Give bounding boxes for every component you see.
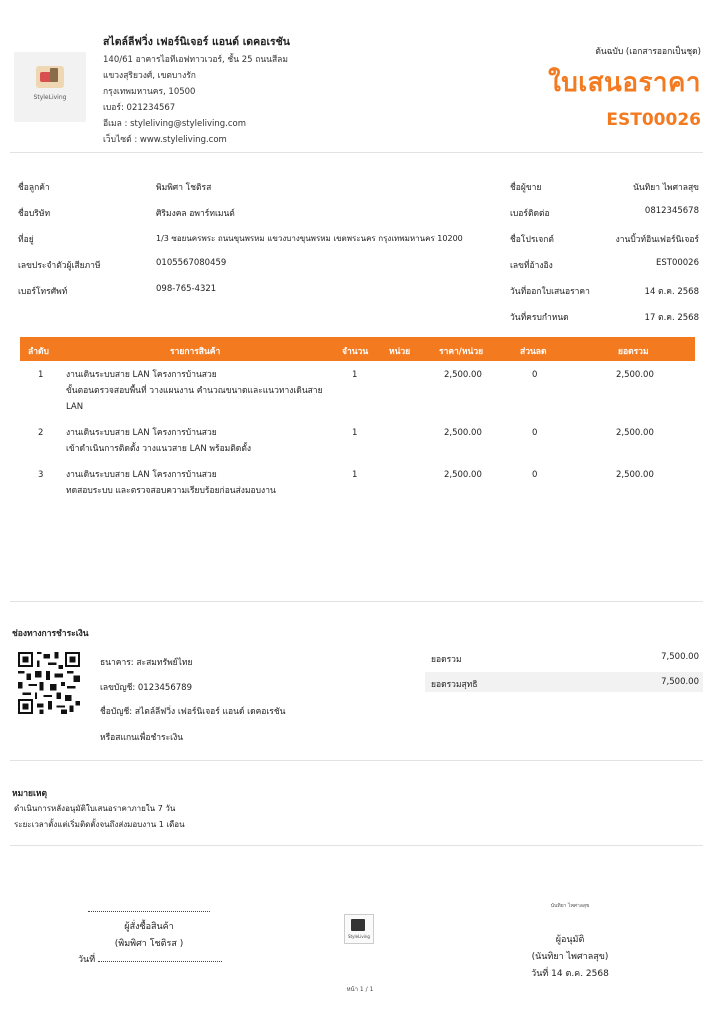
approver-signature: นันทิยา ไพศาลสุข (550, 903, 590, 909)
company-name: สไตล์ลีฟวิ่ง เฟอร์นิเจอร์ แอนด์ เดคอเรชัน (103, 36, 290, 48)
col-discount: ส่วนลด (520, 347, 547, 357)
buyer-signature-line (88, 911, 210, 912)
row-title: งานเดินระบบสาย LAN โครงการบ้านสวย (66, 370, 217, 380)
logo-image (36, 66, 64, 88)
company-phone: เบอร์: 021234567 (103, 103, 176, 113)
col-unit: หน่วย (389, 347, 411, 357)
account-number: เลขบัญชี: 0123456789 (100, 683, 192, 693)
seller-phone: 0812345678 (644, 206, 699, 216)
row-desc: ขั้นตอนตรวจสอบพื้นที่ วางแผนงาน คำนวณขนาดและแนวทางเดินสาย (66, 386, 323, 396)
row-qty: 1 (352, 428, 358, 438)
account-name: ชื่อบัญชี: สไตล์ลีฟวิ่ง เฟอร์นิเจอร์ แอนด์ เดคอเรชัน (100, 707, 286, 717)
row-qty: 1 (352, 370, 358, 380)
table-row (20, 467, 695, 503)
customer-tax-label: เลขประจำตัวผู้เสียภาษี (18, 261, 101, 271)
col-unit-price: ราคา/หน่วย (439, 347, 484, 357)
approver-name: (นันทิยา ไพศาลสุข) (531, 952, 609, 962)
col-total: ยอดรวม (618, 347, 649, 357)
approver-title: ผู้อนุมัติ (555, 935, 585, 945)
scan-to-pay: หรือสแกนเพื่อชำระเงิน (100, 733, 184, 743)
payment-divider (10, 760, 703, 761)
summary-net-label: ยอดรวมสุทธิ (431, 680, 478, 690)
approver-date: วันที่ 14 ต.ค. 2568 (531, 969, 609, 979)
company-stamp (344, 914, 374, 944)
row-desc-cont: LAN (66, 402, 84, 412)
company-address-2: แขวงสุริยวงศ์, เขตบางรัก (103, 71, 196, 81)
payment-qr-code (18, 650, 80, 716)
company-email: อีเมล : styleliving@styleliving.com (103, 119, 247, 129)
buyer-date-line (98, 961, 222, 962)
document-type: ต้นฉบับ (เอกสารออกเป็นชุด) (595, 47, 701, 57)
items-table-header (20, 337, 695, 361)
col-qty: จำนวน (342, 347, 369, 357)
due-date: 17 ต.ค. 2568 (644, 313, 699, 323)
col-item: รายการสินค้า (170, 347, 221, 357)
row-discount: 0 (532, 428, 538, 438)
reference-number: EST00026 (656, 258, 699, 268)
summary-net-row (425, 672, 703, 692)
row-discount: 0 (532, 470, 538, 480)
customer-phone: 098-765-4321 (156, 284, 217, 294)
notes-divider (10, 845, 703, 846)
summary-total-row (425, 648, 703, 668)
customer-address-label: ที่อยู่ (18, 235, 34, 245)
company-logo (14, 52, 86, 122)
table-divider (10, 601, 703, 602)
company-website: เว็บไซต์ : www.styleliving.com (103, 135, 227, 145)
row-desc: ทดสอบระบบ และตรวจสอบความเรียบร้อยก่อนส่งมอบงาน (66, 486, 276, 496)
seller-name: นันทิยา ไพศาลสุข (633, 183, 699, 193)
notes-line-1: ดำเนินการหลังอนุมัติใบเสนอราคาภายใน 7 วัน (14, 804, 176, 813)
buyer-date-label: วันที่ (78, 955, 96, 965)
document-number: EST00026 (606, 110, 701, 130)
row-no: 2 (38, 428, 44, 438)
row-discount: 0 (532, 370, 538, 380)
summary-net: 7,500.00 (661, 677, 699, 687)
col-no: ลำดับ (28, 347, 49, 357)
company-address-1: 140/61 อาคารไอทีเอฟทาวเวอร์, ชั้น 25 ถนนสีลม (103, 55, 288, 65)
table-row (20, 425, 695, 461)
customer-name: พิมพิศา โชติรส (156, 183, 212, 193)
project-label: ชื่อโปรเจกต์ (510, 235, 554, 245)
due-date-label: วันที่ครบกำหนด (510, 313, 569, 323)
page-number: หน้า 1 / 1 (346, 986, 374, 993)
buyer-title: ผู้สั่งซื้อสินค้า (124, 922, 174, 932)
document-title: ใบเสนอราคา (548, 68, 701, 98)
row-price: 2,500.00 (444, 370, 482, 380)
logo-text: StyleLiving (33, 94, 67, 101)
row-no: 3 (38, 470, 44, 480)
stamp-image (351, 919, 365, 931)
row-price: 2,500.00 (444, 470, 482, 480)
row-total: 2,500.00 (616, 370, 654, 380)
customer-tax-id: 0105567080459 (156, 258, 227, 268)
row-no: 1 (38, 370, 44, 380)
customer-address: 1/3 ซอยนครพระ ถนนขุนพรหม แขวงบางขุนพรหม เขตพระนคร กรุงเทพมหานคร 10200 (156, 234, 463, 243)
notes-line-2: ระยะเวลาตั้งแต่เริ่มติดตั้งจนถึงส่งมอบงาน 1 เดือน (14, 820, 185, 829)
customer-name-label: ชื่อลูกค้า (18, 183, 50, 193)
summary-total-label: ยอดรวม (431, 655, 462, 665)
seller-name-label: ชื่อผู้ขาย (510, 183, 542, 193)
issue-date: 14 ต.ค. 2568 (644, 287, 699, 297)
row-qty: 1 (352, 470, 358, 480)
row-desc: เข้าดำเนินการติดตั้ง วางแนวสาย LAN พร้อมติดตั้ง (66, 444, 251, 454)
customer-phone-label: เบอร์โทรศัพท์ (18, 287, 68, 297)
notes-heading: หมายเหตุ (12, 789, 47, 799)
row-price: 2,500.00 (444, 428, 482, 438)
row-title: งานเดินระบบสาย LAN โครงการบ้านสวย (66, 428, 217, 438)
issue-date-label: วันที่ออกใบเสนอราคา (510, 287, 590, 297)
payment-heading: ช่องทางการชำระเงิน (12, 629, 89, 639)
summary-total: 7,500.00 (661, 652, 699, 662)
stamp-text: StyleLiving (348, 934, 370, 939)
seller-phone-label: เบอร์ติดต่อ (510, 209, 550, 219)
customer-company: ศิริมงคล อพาร์ทเมนต์ (156, 209, 235, 219)
reference-label: เลขที่อ้างอิง (510, 261, 553, 271)
table-row (20, 367, 695, 419)
project-name: งานบิ้วท์อินเฟอร์นิเจอร์ (615, 235, 699, 245)
company-address-3: กรุงเทพมหานคร, 10500 (103, 87, 196, 97)
row-total: 2,500.00 (616, 428, 654, 438)
buyer-name: (พิมพิศา โชติรส ) (114, 939, 184, 949)
row-total: 2,500.00 (616, 470, 654, 480)
header-divider (10, 152, 703, 153)
bank-name: ธนาคาร: สะสมทรัพย์ไทย (100, 658, 193, 668)
row-title: งานเดินระบบสาย LAN โครงการบ้านสวย (66, 470, 217, 480)
customer-company-label: ชื่อบริษัท (18, 209, 51, 219)
